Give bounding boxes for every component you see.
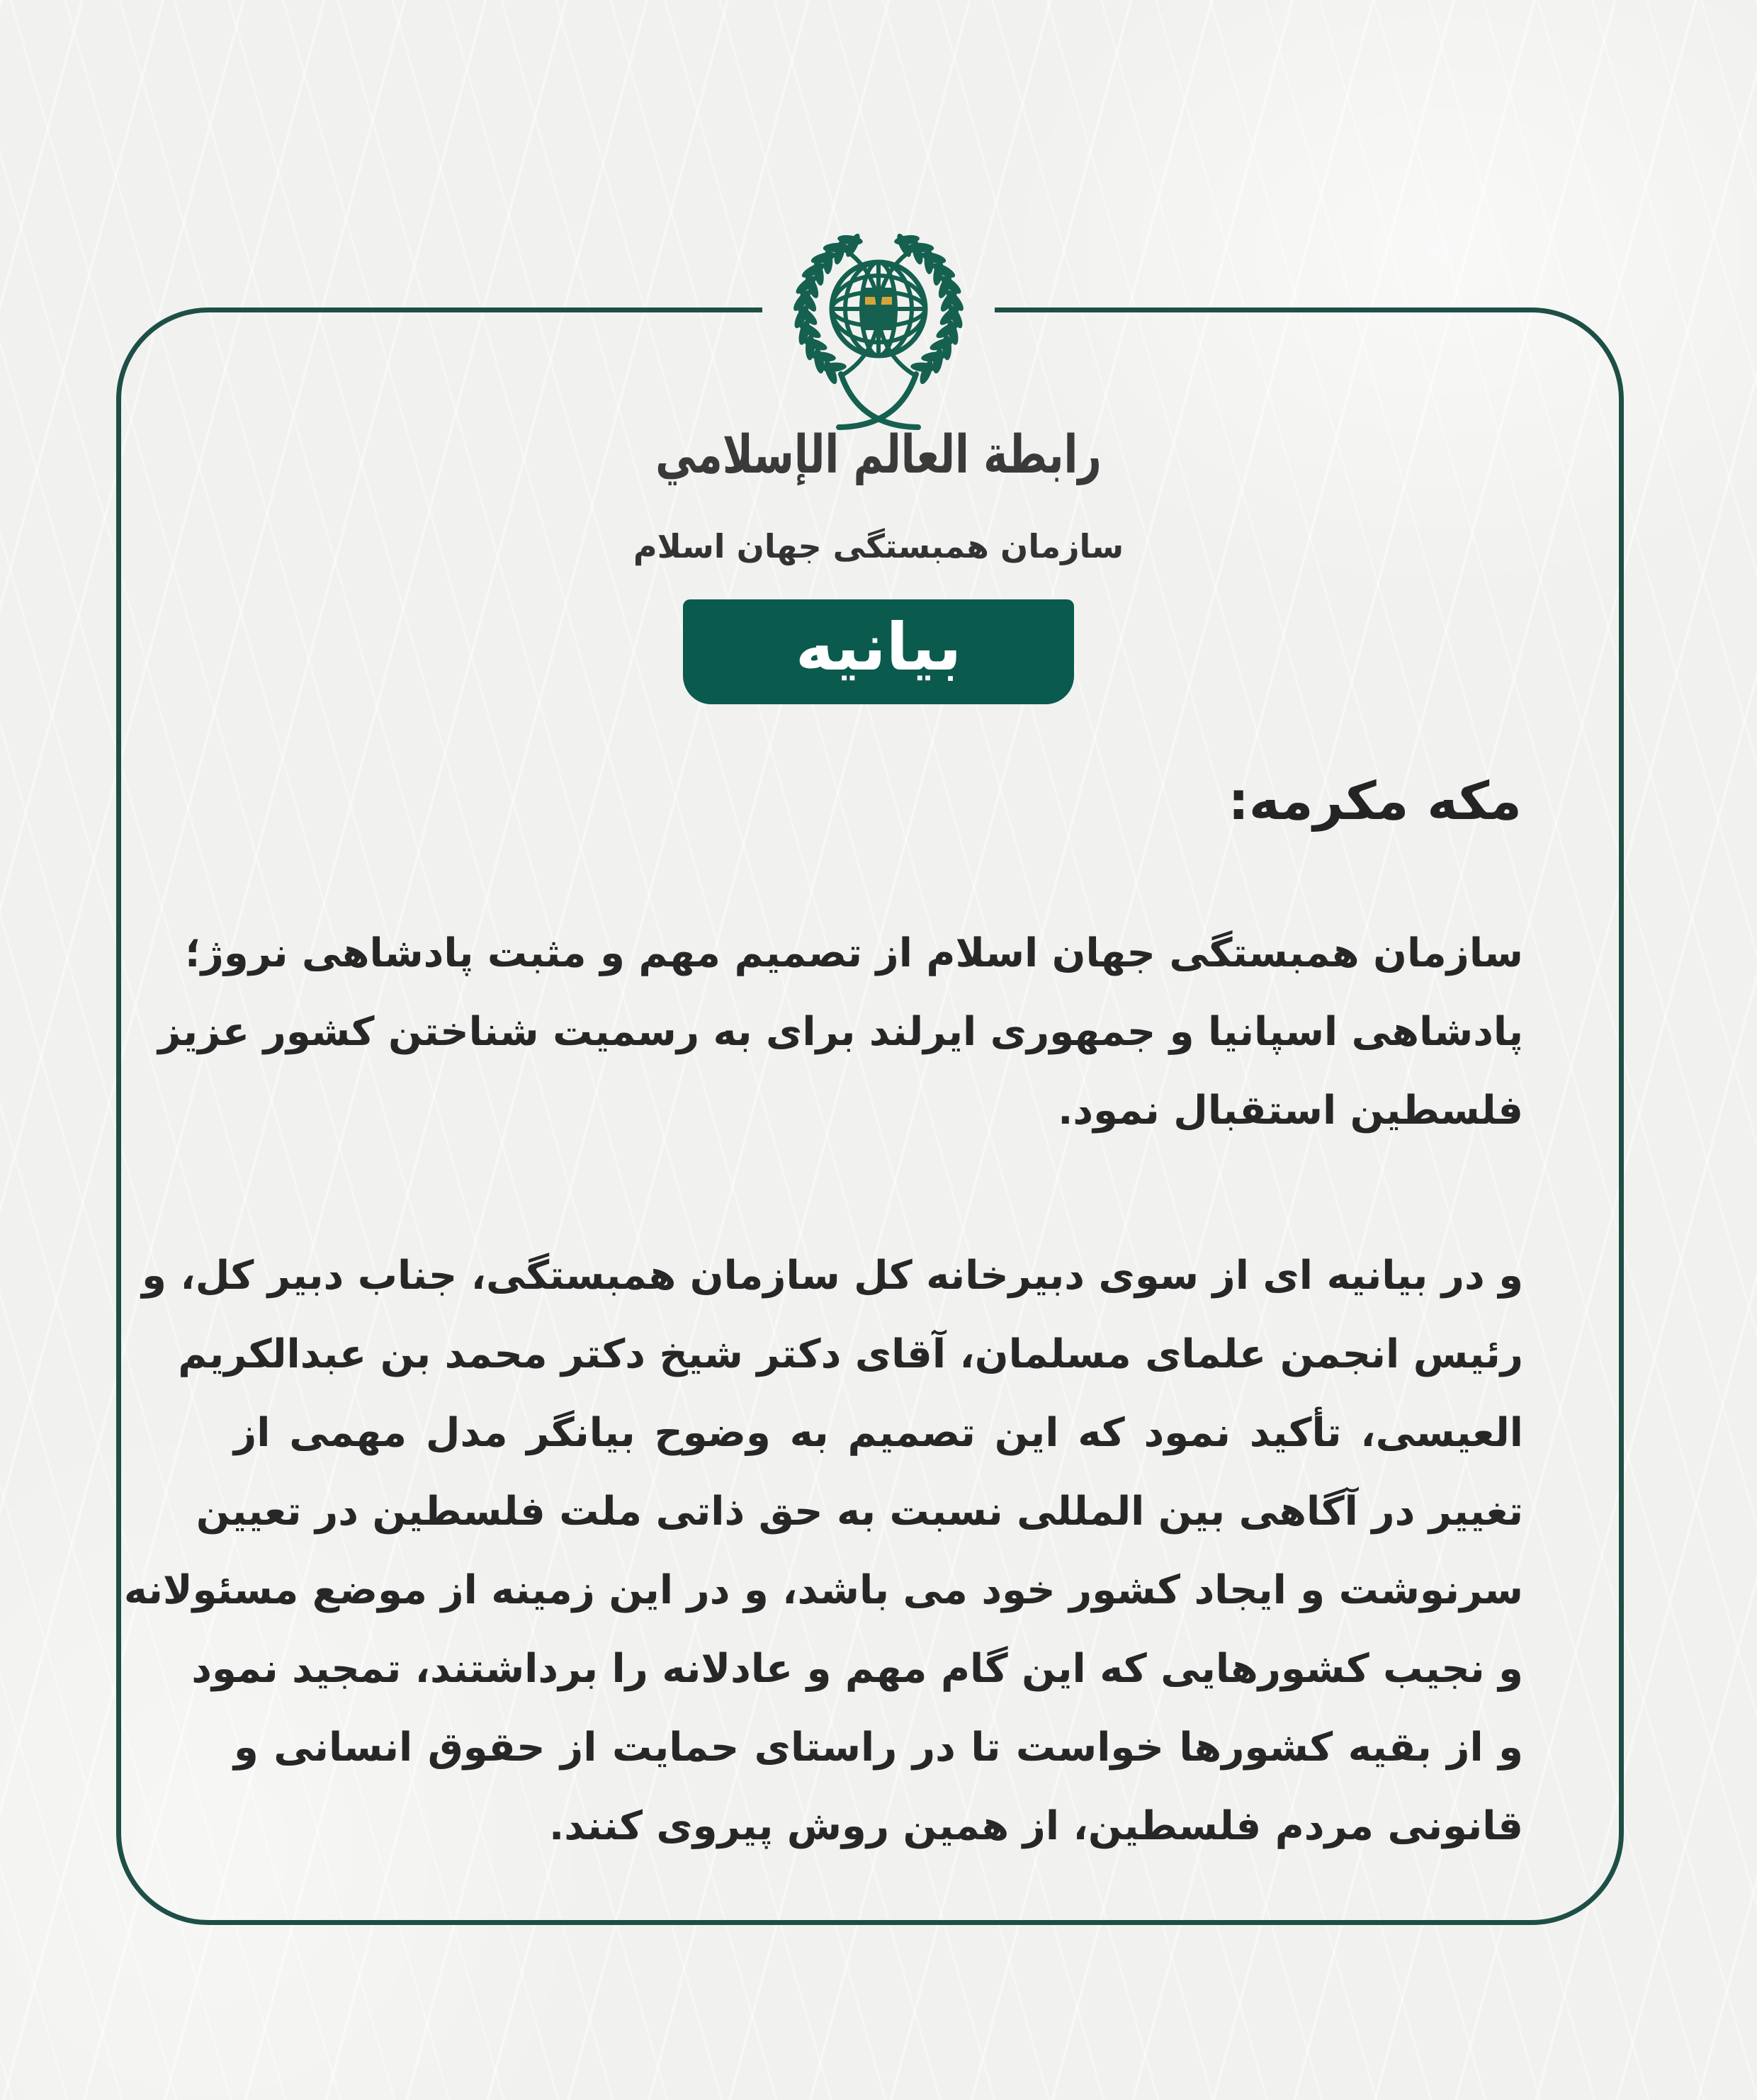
text-line: قانونی مردم فلسطین، از همین روش پیروی کنند. xyxy=(548,1803,1523,1849)
wreath-leaves xyxy=(791,232,966,385)
banner-label: بیانیه xyxy=(795,609,962,685)
statement-banner xyxy=(683,599,1074,704)
arabic-calligraphy-title: رابطة العالم الإسلامي xyxy=(655,424,1102,486)
text-line: تغییر در آگاهی بین المللی نسبت به حق ذاتی ملت فلسطین در تعیین xyxy=(196,1489,1523,1535)
laurel-wreath-globe-icon xyxy=(772,211,985,458)
text-line: العیسی، تأکید نمود که این تصمیم به وضوح بیانگر مدل مهمی از xyxy=(234,1410,1523,1456)
text-line: پادشاهی اسپانیا و جمهوری ایرلند برای به رسمیت شناختن کشور عزیز xyxy=(158,1009,1523,1055)
organization-name: سازمان همبستگی جهان اسلام xyxy=(633,527,1124,565)
paragraph-welcome xyxy=(158,914,1523,1150)
text-line: و نجیب کشورهایی که این گام مهم و عادلانه را برداشتند، تمجید نمود xyxy=(191,1646,1523,1692)
text-line: فلسطین استقبال نمود. xyxy=(1058,1088,1523,1134)
text-line: سرنوشت و ایجاد کشور خود می باشد، و در این زمینه از موضع مسئولانه xyxy=(123,1567,1523,1613)
text-line: و از بقیه کشورها خواست تا در راستای حمایت از حقوق انسانی و xyxy=(234,1724,1523,1771)
muslim-world-league-logo xyxy=(772,211,985,458)
location-heading: مکه مکرمه: xyxy=(1228,771,1522,832)
text-line: و در بیانیه ای از سوی دبیرخانه کل سازمان همبستگی، جناب دبیر کل، و xyxy=(142,1253,1523,1299)
text-line: سازمان همبستگی جهان اسلام از تصمیم مهم و مثبت پادشاهی نروژ؛ xyxy=(185,930,1523,976)
paragraph-secretary-general xyxy=(123,1236,1523,1865)
text-line: رئیس انجمن علمای مسلمان، آقای دکتر شیخ دکتر محمد بن عبدالکریم xyxy=(178,1331,1523,1377)
